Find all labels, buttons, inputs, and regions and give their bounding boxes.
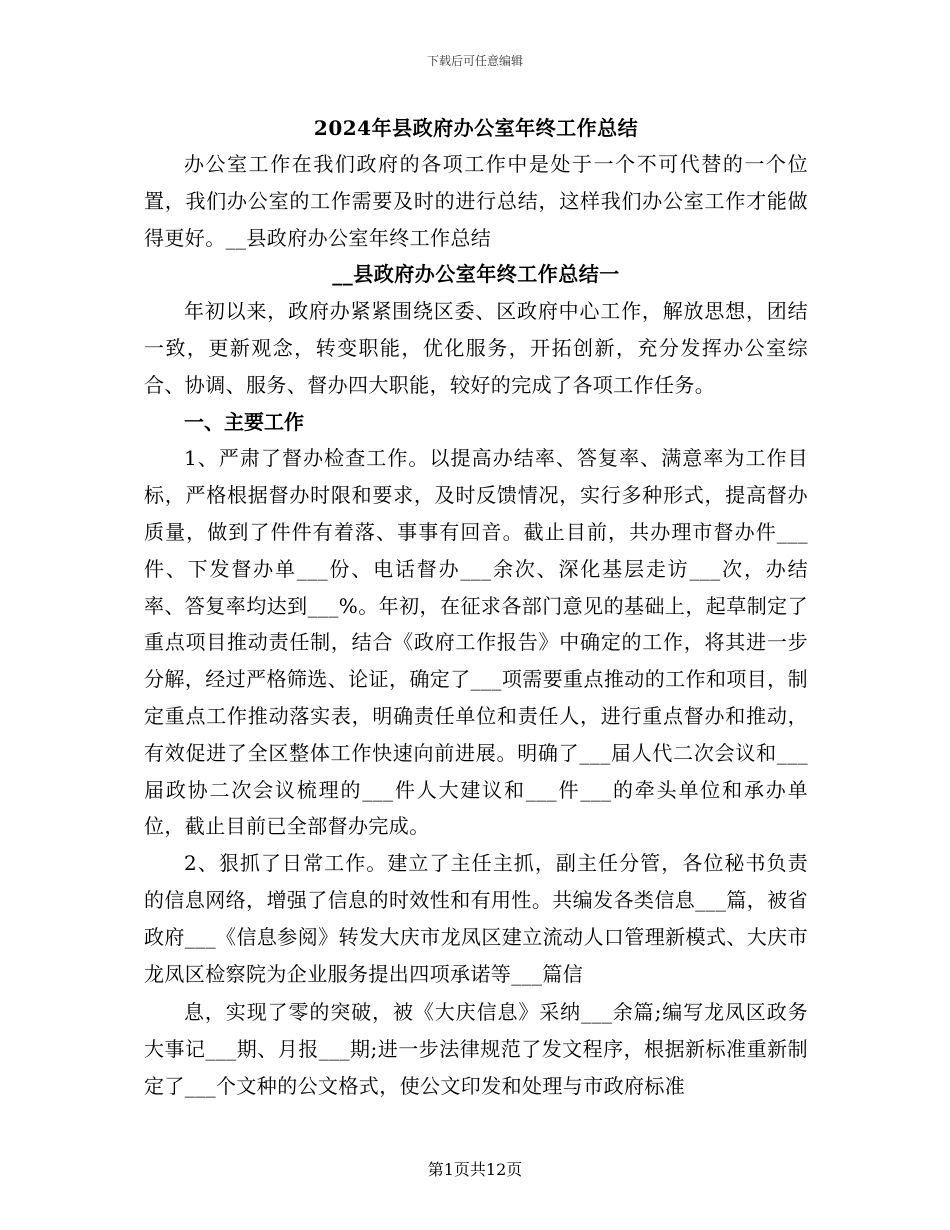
download-note: 下载后可任意编辑 xyxy=(426,54,523,68)
document-body xyxy=(144,110,808,1105)
page-number: 第1页共12页 xyxy=(427,1160,523,1179)
section-subtitle: __县政府办公室年终工作总结一 xyxy=(332,262,620,287)
item-2-continued-paragraph: 息，实现了零的突破，被《大庆信息》采纳___余篇;编写龙凤区政务大事记___期、月报___期;进一步法律规范了发文程序，根据新标准重新制定了___个文种的公文格式，使公文印发和处理与市政府标准 xyxy=(144,1000,808,1098)
overview-paragraph: 年初以来，政府办紧紧围绕区委、区政府中心工作，解放思想，团结一致，更新观念，转变职能，优化服务，开拓创新，充分发挥办公室综合、协调、服务、督办四大职能，较好的完成了各项工作任务。 xyxy=(144,299,808,397)
item-1-paragraph: 1、严肃了督办检查工作。以提高办结率、答复率、满意率为工作目标，严格根据督办时限和要求，及时反馈情况，实行多种形式，提高督办质量，做到了件件有着落、事事有回音。截止目前，共办理市督办件___件、下发督办单___份、电话督办___余次、深化基层走访___次，办结率、答复率均达到___%。年初，在征求各部门意见的基础上，起草制定了重点项目推动责任制，结合《政府工作报告》中确定的工作，将其进一步分解，经过严格筛选、论证，确定了___项需要重点推动的工作和项目，制定重点工作推动落实表，明确责任单位和责任人，进行重点督办和推动，有效促进了全区整体工作快速向前进展。明确了___届人代二次会议和___届政协二次会议梳理的___件人大建议和___件___的牵头单位和承办单位，截止目前已全部督办完成。 xyxy=(144,446,808,839)
item-2-paragraph: 2、狠抓了日常工作。建立了主任主抓，副主任分管，各位秘书负责的信息网络，增强了信息的时效性和有用性。共编发各类信息___篇，被省政府___《信息参阅》转发大庆市龙凤区建立流动人口管理新模式、大庆市龙凤区检察院为企业服务提出四项承诺等___篇信 xyxy=(144,851,808,986)
document-title: 2024年县政府办公室年终工作总结 xyxy=(313,116,639,140)
section-heading-main-work: 一、主要工作 xyxy=(184,409,304,434)
intro-paragraph: 办公室工作在我们政府的各项工作中是处于一个不可代替的一个位置，我们办公室的工作需要及时的进行总结，这样我们办公室工作才能做得更好。__县政府办公室年终工作总结 xyxy=(144,152,808,250)
